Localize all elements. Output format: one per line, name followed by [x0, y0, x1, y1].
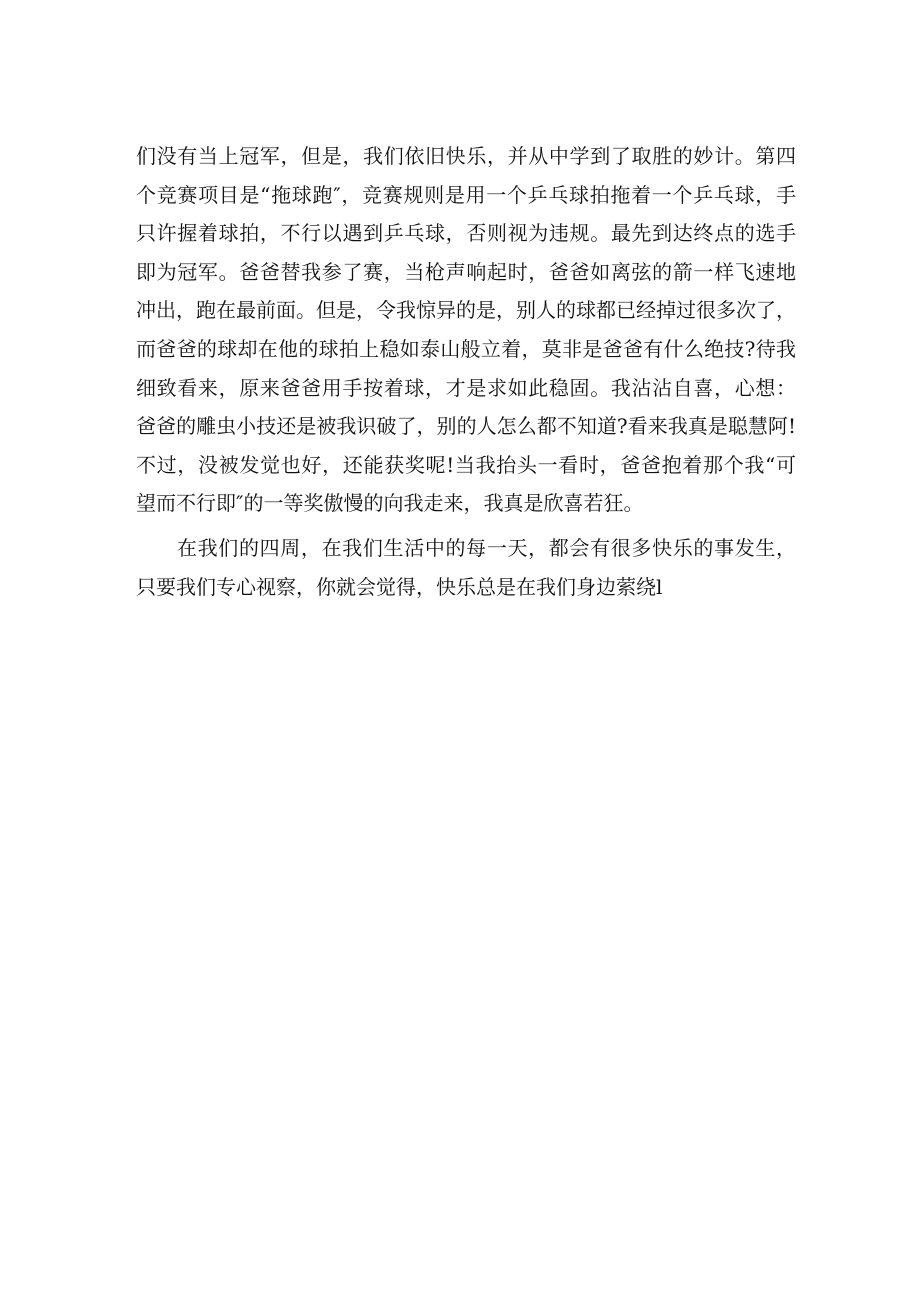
text-line: 细致看来，原来爸爸用手按着球，才是求如此稳固。我沾沾自喜，心想：	[136, 375, 796, 400]
paragraph-2	[136, 529, 796, 606]
text-line: 冲出，跑在最前面。但是，令我惊异的是，别人的球都已经掉过很多次了，	[136, 298, 796, 323]
paragraph-1	[136, 137, 796, 523]
text-line: 只许握着球拍，不行以遇到乒乓球，否则视为违规。最先到达终点的选手	[136, 221, 796, 246]
text-line: 不过，没被发觉也好，还能获奖呢!当我抬头一看时，爸爸抱着那个我“可	[136, 452, 796, 477]
text-line: 爸爸的雕虫小技还是被我识破了，别的人怎么都不知道?看来我真是聪慧阿!	[136, 414, 796, 439]
text-line: 即为冠军。爸爸替我参了赛，当枪声响起时，爸爸如离弦的箭一样飞速地	[136, 259, 796, 284]
text-line: 个竞赛项目是“拖球跑″，竞赛规则是用一个乒乓球拍拖着一个乒乓球，手	[136, 182, 796, 207]
document-body	[136, 137, 796, 606]
text-line: 望而不行即″的一等奖傲慢的向我走来，我真是欣喜若狂。	[136, 491, 644, 516]
text-line: 而爸爸的球却在他的球拍上稳如泰山般立着，莫非是爸爸有什么绝技?待我	[136, 336, 796, 361]
text-line: 们没有当上冠军，但是，我们依旧快乐，并从中学到了取胜的妙计。第四	[136, 144, 796, 168]
text-line: 只要我们专心视察，你就会觉得，快乐总是在我们身边萦绕l	[136, 574, 663, 599]
text-line: 在我们的四周，在我们生活中的每一天，都会有很多快乐的事发生，	[177, 535, 796, 560]
